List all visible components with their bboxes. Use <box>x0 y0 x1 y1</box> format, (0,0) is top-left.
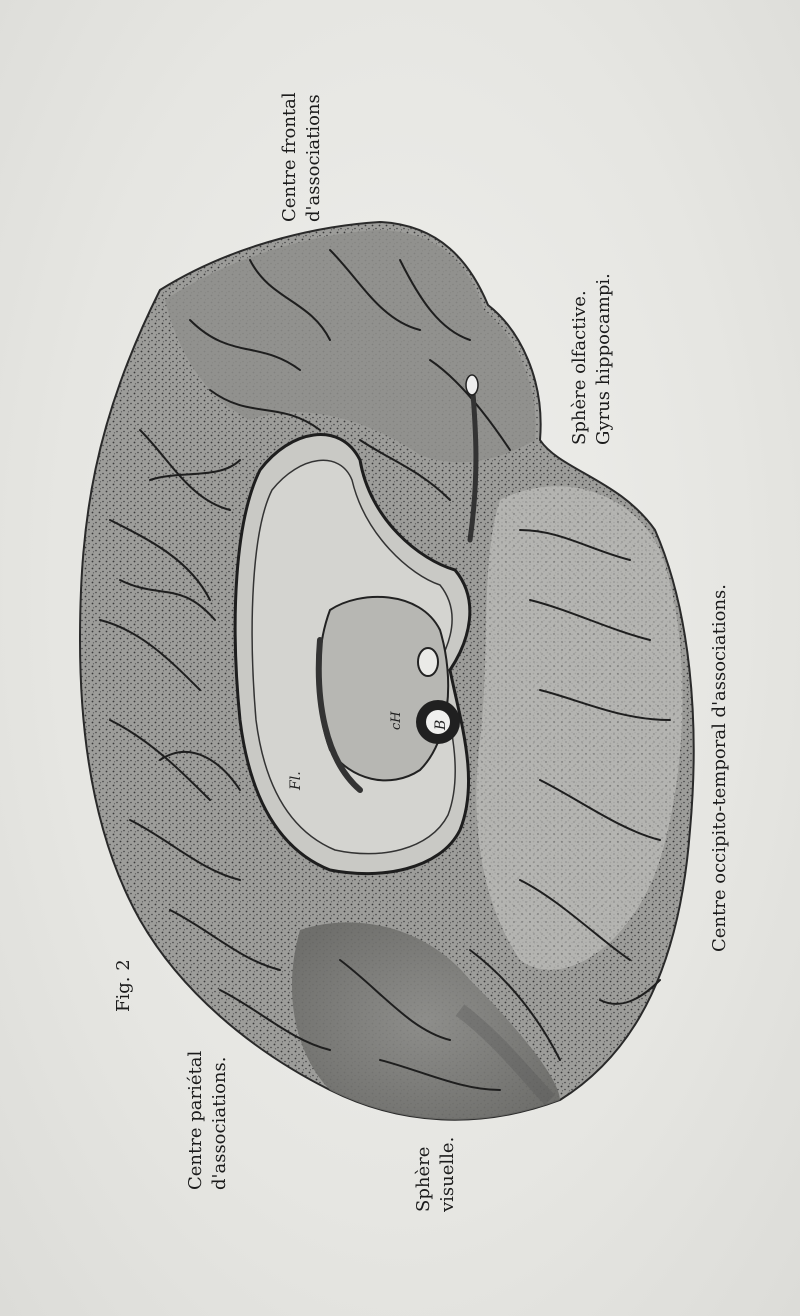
label-visuelle: Sphère visuelle. <box>413 1136 458 1212</box>
label-b: B <box>433 719 449 730</box>
label-fl: Fl. <box>288 771 304 790</box>
label-parietal: Centre pariétal d'associations. <box>185 1050 230 1190</box>
thalamus-region <box>319 597 448 781</box>
label-ch: cH <box>389 711 404 730</box>
figure-number: Fig. 2 <box>113 959 134 1012</box>
label-occipito-temporal: Centre occipito-temporal d'associations. <box>709 583 730 952</box>
label-frontal: Centre frontal d'associations <box>279 92 324 222</box>
label-olfactive: Sphère olfactive. Gyrus hippocampi. <box>569 273 614 445</box>
anterior-nodule <box>418 648 438 676</box>
